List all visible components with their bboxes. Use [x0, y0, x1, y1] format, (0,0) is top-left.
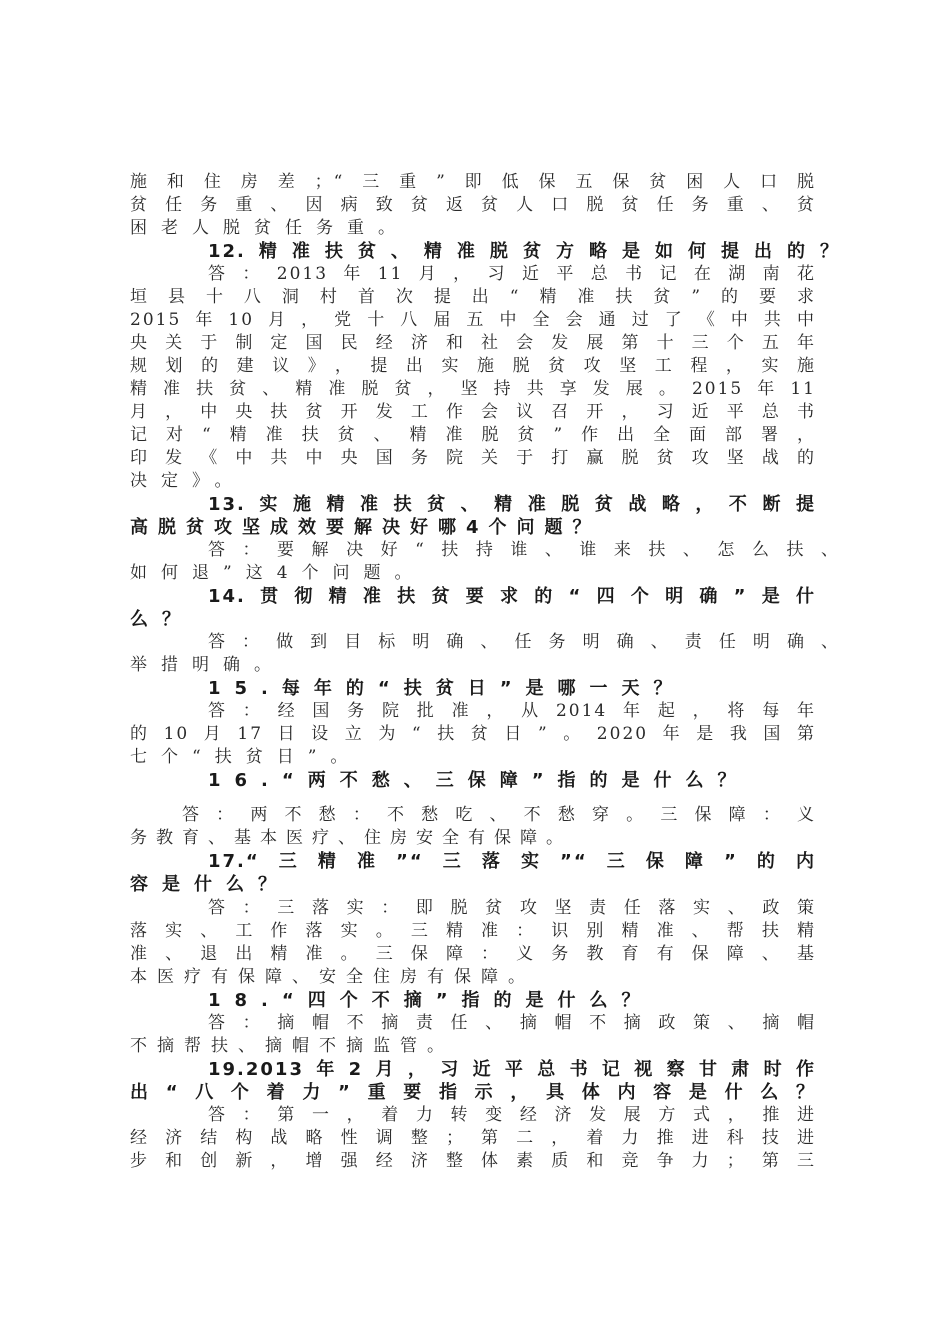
text-line: 举措明确。 [130, 655, 285, 675]
text-line: 的10月17日设立为“扶贫日”。2020年是我国第 [130, 724, 816, 744]
question-heading-13-cont: 高脱贫攻坚成效要解决好哪4个问题？ [130, 517, 601, 538]
question-heading-13: 13.实施精准扶贫、精准脱贫战略，不断提 [208, 494, 816, 515]
question-heading-19: 19.2013年2月，习近平总书记视察甘肃时作 [208, 1059, 816, 1080]
text-line: 印发《中共中央国务院关于打赢脱贫攻坚战的 [130, 448, 816, 468]
text-line: 务教育、基本医疗、住房安全有保障。 [130, 828, 572, 848]
answer-line: 答：摘帽不摘责任、摘帽不摘政策、摘帽 [208, 1013, 816, 1033]
question-heading-15: 15.每年的“扶贫日”是哪一天？ [208, 678, 686, 699]
text-line: 垣县十八洞村首次提出“精准扶贫”的要求 [130, 287, 816, 307]
text-line: 精准扶贫、精准脱贫，坚持共享发展。2015年11 [130, 379, 816, 399]
question-heading-12: 12.精准扶贫、精准脱贫方略是如何提出的？ [208, 241, 840, 262]
text-line: 落实、工作落实。三精准：识别精准、帮扶精 [130, 921, 816, 941]
question-heading-19-cont: 出“八个着力”重要指示，具体内容是什么？ [130, 1082, 816, 1103]
text-line: 准、退出精准。三保障：义务教育有保障、基 [130, 944, 816, 964]
text-line: 规划的建议》，提出实施脱贫攻坚工程，实施 [130, 356, 816, 376]
text-line: 记对“精准扶贫、精准脱贫”作出全面部署， [130, 425, 816, 445]
text-line: 本医疗有保障、安全住房有保障。 [130, 967, 535, 987]
text-line: 月，中央扶贫开发工作会议召开，习近平总书 [130, 402, 816, 422]
question-heading-18: 18.“四个不摘”指的是什么？ [208, 990, 654, 1011]
text-line: 施和住房差；“三重”即低保五保贫困人口脱 [130, 172, 816, 192]
text-line: 不摘帮扶、摘帽不摘监管。 [130, 1036, 454, 1056]
text-line: 困老人脱贫任务重。 [130, 218, 409, 238]
question-heading-14: 14.贯彻精准扶贫要求的“四个明确”是什 [208, 586, 816, 607]
answer-line: 答：三落实：即脱贫攻坚责任落实、政策 [208, 898, 816, 918]
answer-line: 答：两不愁：不愁吃、不愁穿。三保障：义 [182, 805, 816, 825]
answer-line: 答：经国务院批准，从2014年起，将每年 [208, 701, 816, 721]
question-heading-14-cont: 么？ [130, 609, 194, 630]
answer-line: 答：2013年11月，习近平总书记在湖南花 [208, 264, 816, 284]
text-line: 央关于制定国民经济和社会发展第十三个五年 [130, 333, 816, 353]
answer-line: 答：第一，着力转变经济发展方式，推进 [208, 1105, 816, 1125]
text-line: 决定》。 [130, 471, 246, 491]
text-line: 如何退”这4个问题。 [130, 563, 426, 583]
question-heading-16: 16.“两不愁、三保障”指的是什么？ [208, 770, 750, 791]
question-heading-17-cont: 容是什么？ [130, 874, 290, 895]
answer-line: 答：要解决好“扶持谁、谁来扶、怎么扶、 [208, 540, 840, 560]
text-line: 七个“扶贫日”。 [130, 747, 362, 767]
question-heading-17: 17.“三精准”“三落实”“三保障”的内 [208, 851, 816, 872]
text-line: 2015年10月，党十八届五中全会通过了《中共中 [130, 310, 816, 330]
answer-line: 答：做到目标明确、任务明确、责任明确、 [208, 632, 840, 652]
text-line: 贫任务重、因病致贫返贫人口脱贫任务重、贫 [130, 195, 816, 215]
text-line: 经济结构战略性调整；第二，着力推进科技进 [130, 1128, 816, 1148]
text-line: 步和创新，增强经济整体素质和竞争力；第三 [130, 1151, 816, 1171]
